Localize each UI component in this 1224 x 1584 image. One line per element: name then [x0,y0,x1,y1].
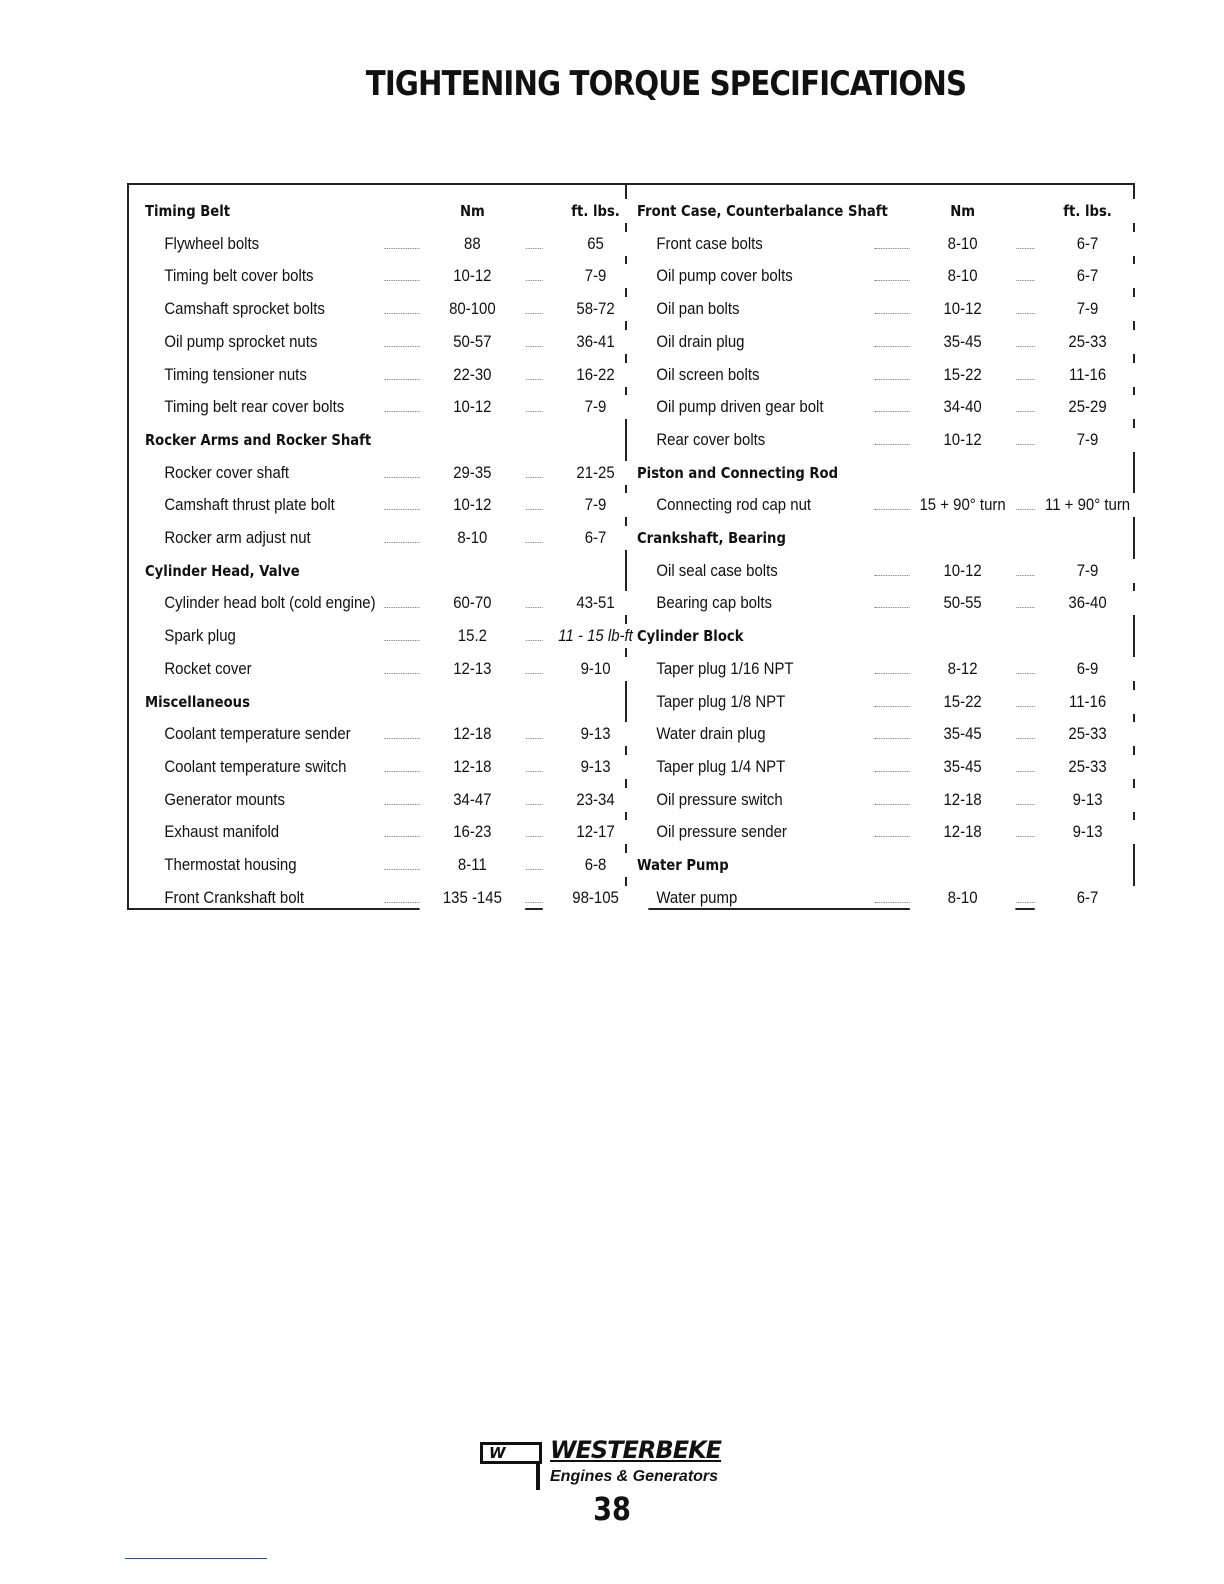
nm-value: 15.2 [420,624,526,648]
dot-leader [875,804,910,805]
spec-row [637,428,1158,452]
spec-row [145,657,666,681]
dot-leader [875,673,910,674]
dot-leader [875,836,910,837]
nm-value: 8-10 [420,526,526,550]
dot-leader [875,706,910,707]
spec-row [145,755,666,779]
ftlbs-value: 25-33 [1035,722,1141,746]
spec-label: Oil pressure sender [656,822,787,842]
nm-value: 12-18 [910,788,1016,812]
ftlbs-value: 6-7 [1035,886,1141,910]
dot-leader [875,902,910,903]
nm-value: 34-47 [420,788,526,812]
nm-value: 12-18 [420,722,526,746]
spec-row [637,886,1158,910]
ftlbs-value: 9-13 [543,722,649,746]
nm-value: 10-12 [420,395,526,419]
section-header [637,461,1158,485]
logo-stem [536,1462,540,1490]
section-header [145,559,666,583]
ftlbs-value: 25-29 [1035,395,1141,419]
nm-value: 8-11 [420,853,526,877]
ftlbs-value: 7-9 [543,493,649,517]
nm-value: 50-57 [420,330,526,354]
spec-row [145,232,666,256]
spec-row [145,820,666,844]
spec-row [637,657,1158,681]
spec-label: Oil drain plug [656,331,745,351]
spec-label: Front case bolts [656,233,763,253]
spec-label: Rocker cover shaft [164,462,290,482]
spec-row [145,493,666,517]
nm-value: 10-12 [910,559,1016,583]
nm-value: 12-18 [910,820,1016,844]
ftlbs-value: 6-8 [543,853,649,877]
ftlbs-value: 65 [543,232,649,256]
nm-value: 22-30 [420,363,526,387]
section-header [145,199,666,223]
dot-leader [384,509,419,510]
dot-leader [384,640,419,641]
spec-row [637,820,1158,844]
spec-row [637,788,1158,812]
spec-label: Oil pan bolts [656,299,740,319]
nm-value: 10-12 [910,297,1016,321]
nm-value: 80-100 [420,297,526,321]
spec-label: Water drain plug [656,724,766,744]
dot-leader [875,444,910,445]
dot-leader [875,575,910,576]
nm-value: 34-40 [910,395,1016,419]
spec-row [637,330,1158,354]
dot-leader [875,509,910,510]
ftlbs-value: 25-33 [1035,755,1141,779]
spec-label: Bearing cap bolts [656,593,772,613]
logo-mark: W [489,1444,506,1462]
nm-value: 15-22 [910,690,1016,714]
spec-row [145,624,666,648]
dot-leader [384,804,419,805]
nm-value: 8-10 [910,232,1016,256]
spec-label: Oil pump driven gear bolt [656,397,824,417]
spec-row [145,363,666,387]
dot-leader [875,379,910,380]
nm-value: 50-55 [910,591,1016,615]
spec-row [637,297,1158,321]
ftlbs-value: 6-9 [1035,657,1141,681]
section-header [637,199,1158,223]
spec-label: Taper plug 1/4 NPT [656,756,786,776]
spec-label: Camshaft sprocket bolts [164,299,325,319]
ftlbs-value: 6-7 [543,526,649,550]
spec-label: Cylinder head bolt (cold engine) [164,593,376,613]
spec-row [145,886,666,910]
spec-row [637,493,1158,517]
ftlbs-column-header: ft. lbs. [1035,199,1141,223]
bottom-rule [125,1558,267,1559]
spec-label: Spark plug [164,626,236,646]
ftlbs-value: 16-22 [543,363,649,387]
dot-leader [384,477,419,478]
spec-label: Timing belt rear cover bolts [164,397,345,417]
section-header [145,428,666,452]
ftlbs-value: 11-16 [1035,363,1141,387]
dot-leader [384,248,419,249]
brand-name: WESTERBEKE [550,1436,722,1464]
nm-value: 35-45 [910,722,1016,746]
dot-leader [875,280,910,281]
spec-label: Flywheel bolts [164,233,260,253]
nm-column-header: Nm [910,199,1016,223]
ftlbs-value: 9-10 [543,657,649,681]
ftlbs-value: 6-7 [1035,232,1141,256]
nm-value: 35-45 [910,755,1016,779]
ftlbs-value: 9-13 [1035,788,1141,812]
spec-row [145,297,666,321]
spec-label: Front Crankshaft bolt [164,887,305,907]
section-title: Piston and Connecting Rod [637,463,839,482]
spec-row [145,395,666,419]
dot-leader [384,607,419,608]
ftlbs-value: 7-9 [543,264,649,288]
spec-label: Exhaust manifold [164,822,280,842]
section-title: Timing Belt [145,202,231,220]
ftlbs-value: 12-17 [543,820,649,844]
dot-leader [384,280,419,281]
ftlbs-value: 36-41 [543,330,649,354]
nm-value: 10-12 [420,264,526,288]
spec-label: Coolant temperature switch [164,756,347,776]
nm-value: 35-45 [910,330,1016,354]
nm-value: 16-23 [420,820,526,844]
spec-label: Oil pressure switch [656,789,783,809]
section-title: Rocker Arms and Rocker Shaft [145,430,372,449]
spec-label: Oil pump sprocket nuts [164,331,318,351]
nm-value: 8-10 [910,886,1016,910]
spec-row [637,264,1158,288]
dot-leader [384,673,419,674]
spec-row [637,232,1158,256]
spec-row [145,330,666,354]
spec-row [637,755,1158,779]
ftlbs-value: 9-13 [1035,820,1141,844]
spec-row [145,788,666,812]
section-header [145,690,666,714]
nm-value: 8-12 [910,657,1016,681]
spec-row [637,722,1158,746]
section-title: Front Case, Counterbalance Shaft [637,202,888,220]
ftlbs-value: 58-72 [543,297,649,321]
spec-label: Rear cover bolts [656,429,766,449]
spec-label: Oil screen bolts [656,364,760,384]
torque-table [127,183,1135,910]
spec-label: Coolant temperature sender [164,724,351,744]
ftlbs-value: 25-33 [1035,330,1141,354]
spec-label: Rocker arm adjust nut [164,528,311,547]
spec-label: Connecting rod cap nut [656,495,812,515]
ftlbs-value: 11 - 15 lb-ft [543,624,649,648]
spec-label: Oil seal case bolts [656,560,778,580]
nm-value: 12-13 [420,657,526,681]
spec-label: Thermostat housing [164,855,297,874]
ftlbs-value: 36-40 [1035,591,1141,615]
spec-label: Taper plug 1/16 NPT [656,658,794,678]
spec-row [637,690,1158,714]
spec-row [145,264,666,288]
dot-leader [875,607,910,608]
page-title: TIGHTENING TORQUE SPECIFICATIONS [365,64,967,104]
dot-leader [875,248,910,249]
dot-leader [384,771,419,772]
nm-column-header: Nm [420,199,526,223]
spec-row [637,395,1158,419]
ftlbs-value: 7-9 [1035,559,1141,583]
spec-row [145,526,666,550]
ftlbs-value: 11-16 [1035,690,1141,714]
ftlbs-value: 7-9 [1035,428,1141,452]
dot-leader [384,869,419,870]
page-number: 38 [593,1490,631,1528]
spec-label: Timing tensioner nuts [164,364,307,384]
spec-label: Oil pump cover bolts [656,266,793,286]
spec-row [145,722,666,746]
spec-label: Generator mounts [164,789,285,809]
dot-leader [384,738,419,739]
spec-label: Water pump [656,887,738,907]
spec-row [637,591,1158,615]
nm-value: 15 + 90° turn [910,493,1016,517]
dot-leader [384,379,419,380]
spec-row [145,853,666,877]
section-header [637,624,1158,648]
nm-value: 12-18 [420,755,526,779]
section-title: Crankshaft, Bearing [637,529,786,547]
spec-label: Camshaft thrust plate bolt [164,495,335,515]
spec-row [145,461,666,485]
section-title: Cylinder Block [637,627,744,646]
dot-leader [875,346,910,347]
spec-label: Timing belt cover bolts [164,266,314,286]
section-header [637,526,1158,550]
spec-label: Rocket cover [164,658,252,678]
dot-leader [384,836,419,837]
spec-row [145,591,666,615]
ftlbs-value: 43-51 [543,591,649,615]
section-title: Water Pump [637,856,729,874]
dot-leader [384,346,419,347]
nm-value: 88 [420,232,526,256]
ftlbs-value: 21-25 [543,461,649,485]
section-title: Cylinder Head, Valve [145,561,300,580]
ftlbs-value: 11 + 90° turn [1035,493,1141,517]
ftlbs-column-header: ft. lbs. [543,199,649,223]
spec-label: Taper plug 1/8 NPT [656,691,786,711]
dot-leader [875,738,910,739]
nm-value: 10-12 [910,428,1016,452]
section-title: Miscellaneous [145,692,250,711]
spec-row [637,559,1158,583]
dot-leader [384,411,419,412]
dot-leader [875,313,910,314]
ftlbs-value: 23-34 [543,788,649,812]
dot-leader [384,313,419,314]
nm-value: 8-10 [910,264,1016,288]
dot-leader [875,411,910,412]
dot-leader [875,771,910,772]
section-header [637,853,1158,877]
nm-value: 29-35 [420,461,526,485]
spec-row [637,363,1158,387]
ftlbs-value: 98-105 [543,886,649,910]
ftlbs-value: 7-9 [1035,297,1141,321]
ftlbs-value: 7-9 [543,395,649,419]
logo-box [480,1442,542,1464]
dot-leader [384,902,419,903]
brand-tagline: Engines & Generators [550,1468,719,1485]
nm-value: 15-22 [910,363,1016,387]
ftlbs-value: 9-13 [543,755,649,779]
dot-leader [384,542,419,543]
westerbeke-logo [480,1436,740,1494]
nm-value: 10-12 [420,493,526,517]
nm-value: 135 -145 [420,886,526,910]
ftlbs-value: 6-7 [1035,264,1141,288]
nm-value: 60-70 [420,591,526,615]
